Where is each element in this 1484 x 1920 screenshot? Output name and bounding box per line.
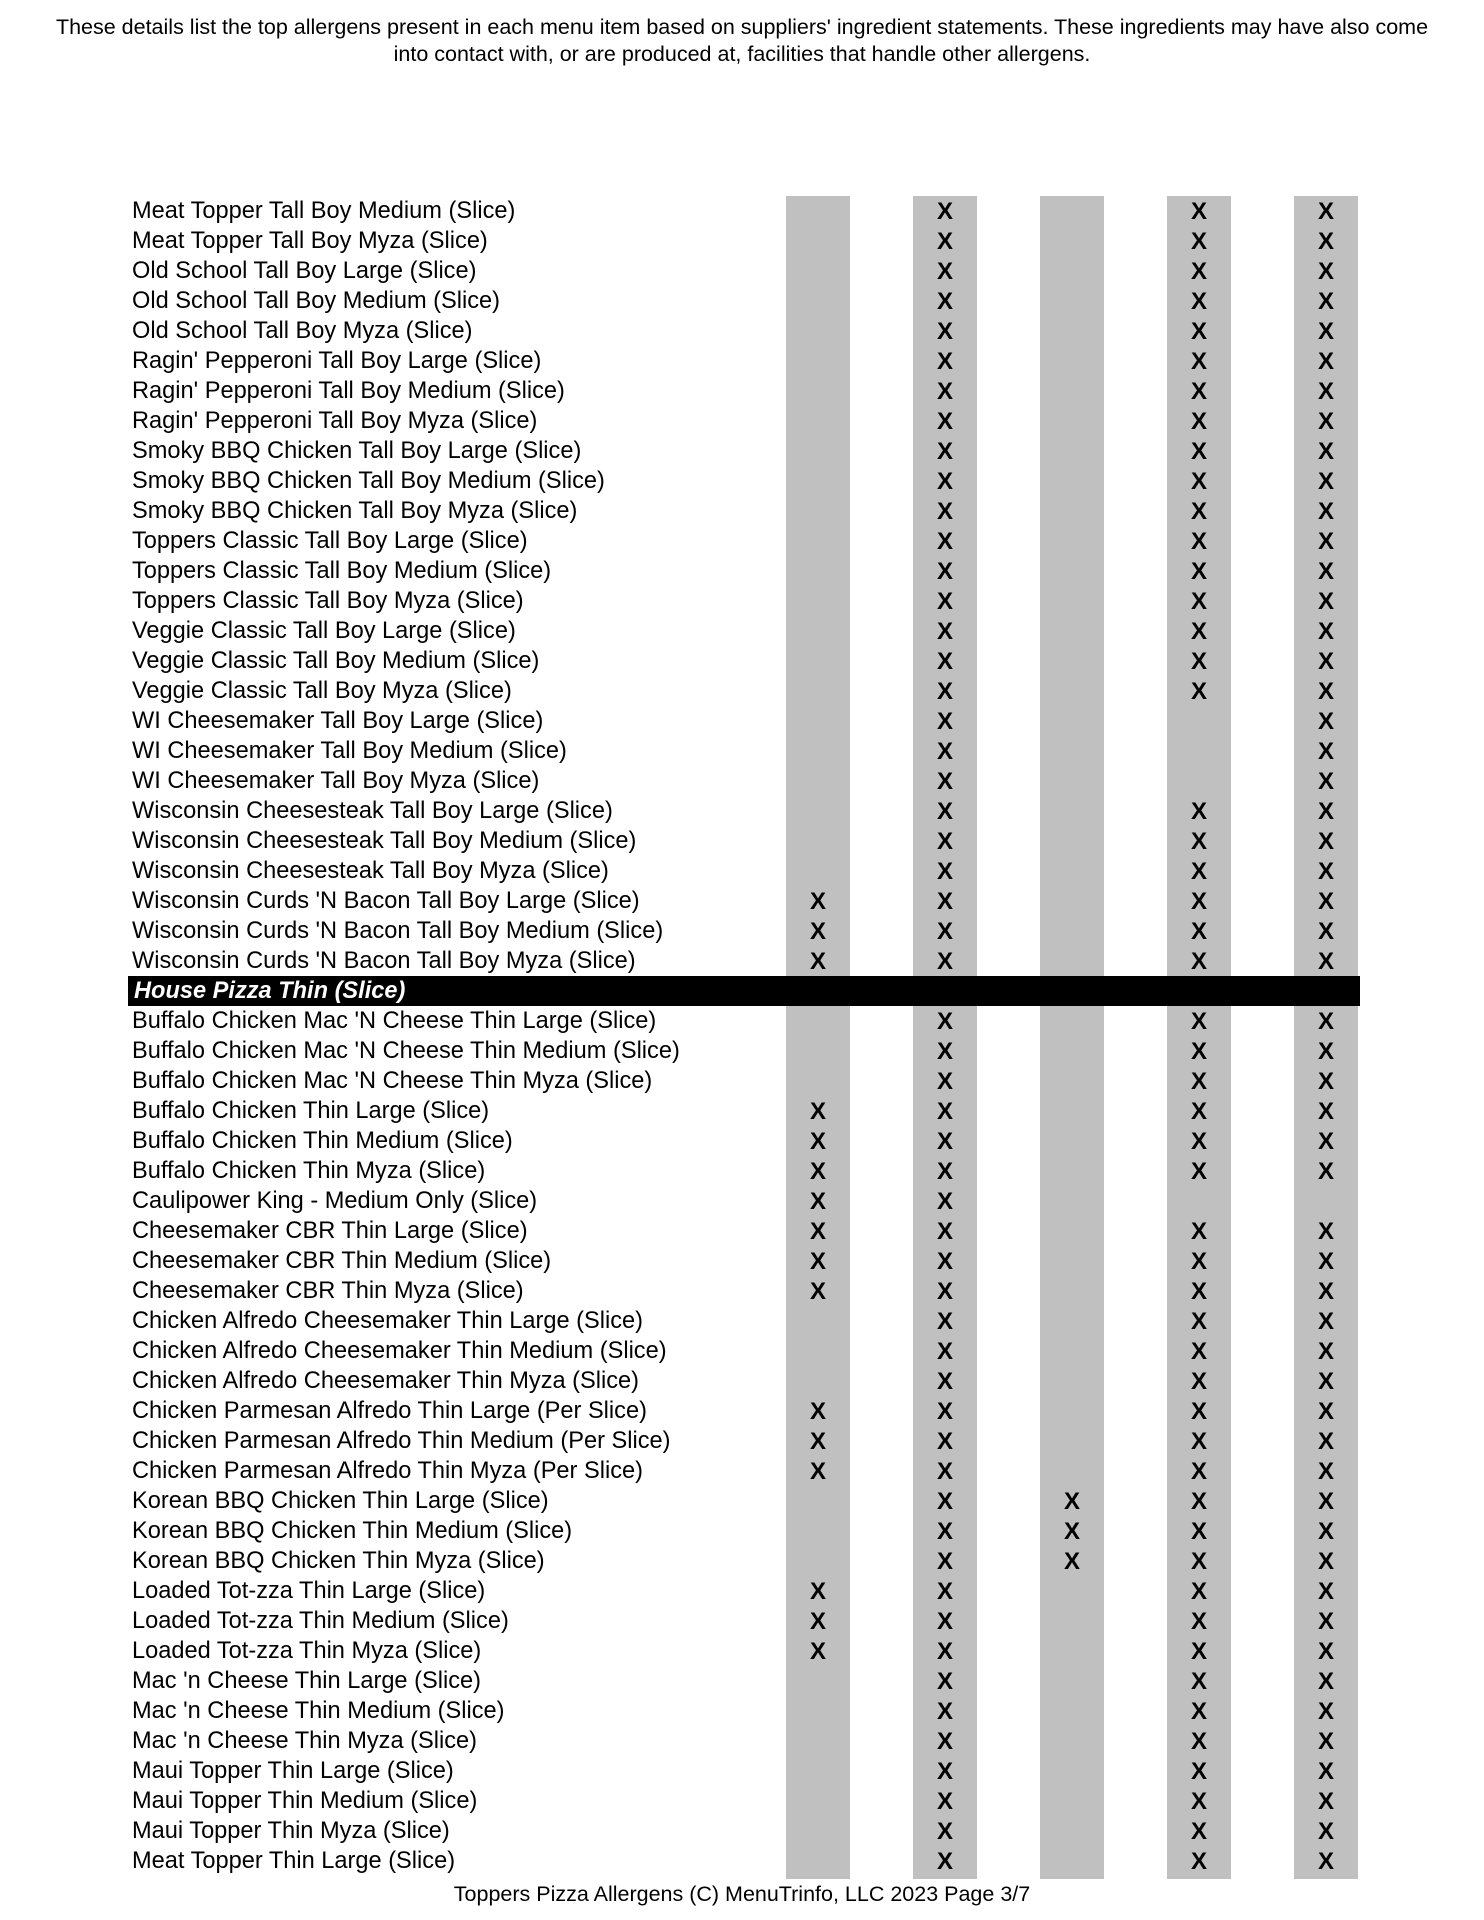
- allergen-mark-col-5: X: [1317, 1338, 1334, 1365]
- allergen-mark-col-2: X: [936, 1188, 953, 1215]
- allergen-mark-col-4: X: [1190, 1068, 1207, 1095]
- allergen-mark-col-4: X: [1190, 1728, 1207, 1755]
- menu-item-row: [128, 496, 1360, 526]
- menu-item-row: [128, 466, 1360, 496]
- allergen-mark-col-2: X: [936, 1068, 953, 1095]
- menu-item-row: [128, 796, 1360, 826]
- allergen-mark-col-4: X: [1190, 1338, 1207, 1365]
- allergen-mark-col-2: X: [936, 438, 953, 465]
- allergen-mark-col-3: X: [1063, 1548, 1080, 1575]
- allergen-mark-col-4: X: [1190, 468, 1207, 495]
- allergen-mark-col-5: X: [1317, 1428, 1334, 1455]
- menu-item-name: Caulipower King - Medium Only (Slice): [132, 1188, 538, 1214]
- allergen-mark-col-2: X: [936, 1128, 953, 1155]
- allergen-mark-col-4: X: [1190, 948, 1207, 975]
- allergen-mark-col-5: X: [1317, 1578, 1334, 1605]
- allergen-mark-col-4: X: [1190, 258, 1207, 285]
- allergen-mark-col-2: X: [936, 1458, 953, 1485]
- menu-item-name: Wisconsin Curds 'N Bacon Tall Boy Medium (Slice): [132, 918, 664, 944]
- menu-item-row: [128, 376, 1360, 406]
- allergen-mark-col-5: X: [1317, 528, 1334, 555]
- allergen-mark-col-5: X: [1317, 1128, 1334, 1155]
- menu-item-name: Veggie Classic Tall Boy Myza (Slice): [132, 678, 512, 704]
- allergen-mark-col-4: X: [1190, 618, 1207, 645]
- menu-item-name: Cheesemaker CBR Thin Myza (Slice): [132, 1278, 524, 1304]
- allergen-mark-col-2: X: [936, 618, 953, 645]
- allergen-mark-col-2: X: [936, 648, 953, 675]
- menu-item-name: Mac 'n Cheese Thin Medium (Slice): [132, 1698, 505, 1724]
- menu-item-row: [128, 766, 1360, 796]
- menu-item-name: Old School Tall Boy Myza (Slice): [132, 318, 473, 344]
- allergen-mark-col-1: X: [809, 1158, 826, 1185]
- allergen-mark-col-5: X: [1317, 798, 1334, 825]
- allergen-mark-col-2: X: [936, 1368, 953, 1395]
- allergen-mark-col-2: X: [936, 1758, 953, 1785]
- allergen-mark-col-5: X: [1317, 648, 1334, 675]
- menu-item-name: Cheesemaker CBR Thin Large (Slice): [132, 1218, 528, 1244]
- menu-item-row: [128, 1216, 1360, 1246]
- allergen-mark-col-5: X: [1317, 258, 1334, 285]
- allergen-mark-col-4: X: [1190, 1128, 1207, 1155]
- menu-item-name: Ragin' Pepperoni Tall Boy Medium (Slice): [132, 378, 565, 404]
- menu-item-name: Toppers Classic Tall Boy Myza (Slice): [132, 588, 524, 614]
- menu-item-name: Chicken Alfredo Cheesemaker Thin Myza (Slice): [132, 1368, 640, 1394]
- menu-item-name: Buffalo Chicken Mac 'N Cheese Thin Myza (Slice): [132, 1068, 653, 1094]
- allergen-mark-col-1: X: [809, 1248, 826, 1275]
- allergen-mark-col-5: X: [1317, 1038, 1334, 1065]
- menu-item-name: Wisconsin Cheesesteak Tall Boy Large (Slice): [132, 798, 613, 824]
- allergen-mark-col-4: X: [1190, 1608, 1207, 1635]
- allergen-mark-col-4: X: [1190, 1158, 1207, 1185]
- menu-item-row: [128, 1516, 1360, 1546]
- allergen-mark-col-5: X: [1317, 1818, 1334, 1845]
- allergen-mark-col-2: X: [936, 1638, 953, 1665]
- allergen-mark-col-4: X: [1190, 1518, 1207, 1545]
- menu-item-name: Loaded Tot-zza Thin Large (Slice): [132, 1578, 486, 1604]
- allergen-mark-col-4: X: [1190, 1788, 1207, 1815]
- menu-item-name: Meat Topper Tall Boy Medium (Slice): [132, 198, 516, 224]
- allergen-mark-col-2: X: [936, 1308, 953, 1335]
- allergen-mark-col-1: X: [809, 1188, 826, 1215]
- menu-item-row: [128, 406, 1360, 436]
- allergen-mark-col-1: X: [809, 1128, 826, 1155]
- menu-item-name: Toppers Classic Tall Boy Medium (Slice): [132, 558, 552, 584]
- allergen-mark-col-2: X: [936, 1728, 953, 1755]
- menu-item-name: Buffalo Chicken Thin Large (Slice): [132, 1098, 490, 1124]
- menu-item-name: Veggie Classic Tall Boy Medium (Slice): [132, 648, 540, 674]
- menu-item-name: Chicken Alfredo Cheesemaker Thin Medium (Slice): [132, 1338, 667, 1364]
- menu-item-row: [128, 1846, 1360, 1876]
- allergen-mark-col-2: X: [936, 1518, 953, 1545]
- allergen-mark-col-5: X: [1317, 1008, 1334, 1035]
- allergen-mark-col-5: X: [1317, 498, 1334, 525]
- menu-item-row: [128, 346, 1360, 376]
- allergen-mark-col-5: X: [1317, 1698, 1334, 1725]
- allergen-mark-col-2: X: [936, 588, 953, 615]
- allergen-mark-col-2: X: [936, 1428, 953, 1455]
- allergen-mark-col-2: X: [936, 1398, 953, 1425]
- allergen-mark-col-4: X: [1190, 798, 1207, 825]
- allergen-mark-col-3: X: [1063, 1518, 1080, 1545]
- allergen-table: [128, 196, 1360, 1876]
- allergen-mark-col-5: X: [1317, 228, 1334, 255]
- allergen-mark-col-2: X: [936, 1848, 953, 1875]
- allergen-mark-col-2: X: [936, 288, 953, 315]
- menu-item-name: Buffalo Chicken Mac 'N Cheese Thin Large (Slice): [132, 1008, 657, 1034]
- allergen-mark-col-2: X: [936, 348, 953, 375]
- menu-item-row: [128, 1636, 1360, 1666]
- allergen-mark-col-5: X: [1317, 1608, 1334, 1635]
- menu-item-name: Chicken Parmesan Alfredo Thin Large (Per Slice): [132, 1398, 647, 1424]
- allergen-mark-col-2: X: [936, 1278, 953, 1305]
- allergen-mark-col-5: X: [1317, 708, 1334, 735]
- menu-item-name: WI Cheesemaker Tall Boy Large (Slice): [132, 708, 544, 734]
- allergen-mark-col-2: X: [936, 1788, 953, 1815]
- allergen-mark-col-5: X: [1317, 348, 1334, 375]
- allergen-mark-col-1: X: [809, 1578, 826, 1605]
- allergen-mark-col-5: X: [1317, 948, 1334, 975]
- menu-item-row: [128, 1336, 1360, 1366]
- allergen-mark-col-2: X: [936, 858, 953, 885]
- menu-item-name: Mac 'n Cheese Thin Large (Slice): [132, 1668, 481, 1694]
- allergen-mark-col-4: X: [1190, 558, 1207, 585]
- allergen-mark-col-4: X: [1190, 198, 1207, 225]
- menu-item-name: Old School Tall Boy Medium (Slice): [132, 288, 501, 314]
- menu-item-row: [128, 196, 1360, 226]
- allergen-mark-col-5: X: [1317, 768, 1334, 795]
- allergen-mark-col-2: X: [936, 258, 953, 285]
- allergen-mark-col-4: X: [1190, 378, 1207, 405]
- allergen-mark-col-1: X: [809, 888, 826, 915]
- menu-item-name: Loaded Tot-zza Thin Medium (Slice): [132, 1608, 509, 1634]
- menu-item-row: [128, 856, 1360, 886]
- allergen-mark-col-2: X: [936, 1248, 953, 1275]
- menu-item-row: [128, 436, 1360, 466]
- menu-item-name: Buffalo Chicken Mac 'N Cheese Thin Medium (Slice): [132, 1038, 680, 1064]
- allergen-mark-col-2: X: [936, 318, 953, 345]
- allergen-mark-col-4: X: [1190, 1548, 1207, 1575]
- allergen-mark-col-4: X: [1190, 1278, 1207, 1305]
- allergen-mark-col-5: X: [1317, 1398, 1334, 1425]
- allergen-mark-col-4: X: [1190, 498, 1207, 525]
- allergen-mark-col-2: X: [936, 408, 953, 435]
- menu-item-row: [128, 586, 1360, 616]
- allergen-mark-col-4: X: [1190, 1248, 1207, 1275]
- menu-item-row: [128, 616, 1360, 646]
- menu-item-row: [128, 1006, 1360, 1036]
- allergen-mark-col-2: X: [936, 948, 953, 975]
- allergen-mark-col-5: X: [1317, 1488, 1334, 1515]
- allergen-mark-col-4: X: [1190, 858, 1207, 885]
- menu-item-row: [128, 226, 1360, 256]
- disclaimer-text: These details list the top allergens present in each menu item based on suppliers' ingredient statements. These ingredients may have also come into contact with, or are produced at, facilities that handle other allergens.: [55, 15, 1429, 66]
- allergen-mark-col-2: X: [936, 1158, 953, 1185]
- allergen-mark-col-5: X: [1317, 408, 1334, 435]
- menu-item-name: Maui Topper Thin Large (Slice): [132, 1758, 454, 1784]
- menu-item-row: [128, 316, 1360, 346]
- allergen-mark-col-2: X: [936, 468, 953, 495]
- menu-item-name: Buffalo Chicken Thin Medium (Slice): [132, 1128, 513, 1154]
- allergen-mark-col-2: X: [936, 768, 953, 795]
- menu-item-name: Buffalo Chicken Thin Myza (Slice): [132, 1158, 486, 1184]
- allergen-mark-col-5: X: [1317, 1368, 1334, 1395]
- menu-item-name: Chicken Alfredo Cheesemaker Thin Large (Slice): [132, 1308, 644, 1334]
- allergen-mark-col-2: X: [936, 1488, 953, 1515]
- menu-item-row: [128, 1426, 1360, 1456]
- allergen-mark-col-2: X: [936, 678, 953, 705]
- allergen-mark-col-4: X: [1190, 1458, 1207, 1485]
- menu-item-name: Ragin' Pepperoni Tall Boy Myza (Slice): [132, 408, 538, 434]
- allergen-mark-col-5: X: [1317, 858, 1334, 885]
- menu-item-name: Wisconsin Curds 'N Bacon Tall Boy Myza (Slice): [132, 948, 636, 974]
- menu-item-row: [128, 1606, 1360, 1636]
- allergen-mark-col-5: X: [1317, 1848, 1334, 1875]
- allergen-mark-col-4: X: [1190, 588, 1207, 615]
- allergen-mark-col-4: X: [1190, 228, 1207, 255]
- menu-item-row: [128, 1786, 1360, 1816]
- menu-item-row: [128, 946, 1360, 976]
- menu-item-name: Smoky BBQ Chicken Tall Boy Large (Slice): [132, 438, 582, 464]
- allergen-mark-col-1: X: [809, 1638, 826, 1665]
- allergen-mark-col-5: X: [1317, 738, 1334, 765]
- allergen-mark-col-4: X: [1190, 1008, 1207, 1035]
- menu-item-name: Korean BBQ Chicken Thin Myza (Slice): [132, 1548, 545, 1574]
- menu-item-row: [128, 526, 1360, 556]
- menu-item-row: [128, 1096, 1360, 1126]
- allergen-mark-col-1: X: [809, 1398, 826, 1425]
- menu-item-row: [128, 826, 1360, 856]
- menu-item-name: Mac 'n Cheese Thin Myza (Slice): [132, 1728, 477, 1754]
- allergen-mark-col-5: X: [1317, 378, 1334, 405]
- menu-item-row: [128, 1186, 1360, 1216]
- menu-item-row: [128, 1666, 1360, 1696]
- menu-item-row: [128, 1366, 1360, 1396]
- allergen-mark-col-5: X: [1317, 1668, 1334, 1695]
- menu-item-name: Wisconsin Cheesesteak Tall Boy Medium (Slice): [132, 828, 637, 854]
- allergen-mark-col-5: X: [1317, 1728, 1334, 1755]
- allergen-mark-col-1: X: [809, 1278, 826, 1305]
- allergen-mark-col-1: X: [809, 1608, 826, 1635]
- allergen-mark-col-5: X: [1317, 618, 1334, 645]
- menu-item-row: [128, 1546, 1360, 1576]
- allergen-mark-col-4: X: [1190, 528, 1207, 555]
- menu-item-row: [128, 286, 1360, 316]
- allergen-mark-col-4: X: [1190, 648, 1207, 675]
- allergen-mark-col-1: X: [809, 948, 826, 975]
- allergen-mark-col-2: X: [936, 738, 953, 765]
- menu-item-row: [128, 1306, 1360, 1336]
- menu-item-row: [128, 556, 1360, 586]
- allergen-mark-col-5: X: [1317, 468, 1334, 495]
- allergen-mark-col-2: X: [936, 1698, 953, 1725]
- allergen-mark-col-4: X: [1190, 1818, 1207, 1845]
- allergen-mark-col-2: X: [936, 1548, 953, 1575]
- menu-item-row: [128, 1726, 1360, 1756]
- menu-item-name: Loaded Tot-zza Thin Myza (Slice): [132, 1638, 482, 1664]
- allergen-mark-col-5: X: [1317, 1158, 1334, 1185]
- allergen-mark-col-2: X: [936, 198, 953, 225]
- allergen-mark-col-4: X: [1190, 288, 1207, 315]
- allergen-mark-col-2: X: [936, 918, 953, 945]
- allergen-mark-col-5: X: [1317, 1548, 1334, 1575]
- menu-item-name: Toppers Classic Tall Boy Large (Slice): [132, 528, 528, 554]
- menu-item-name: Smoky BBQ Chicken Tall Boy Myza (Slice): [132, 498, 578, 524]
- menu-item-row: [128, 1576, 1360, 1606]
- allergen-mark-col-4: X: [1190, 828, 1207, 855]
- menu-item-name: WI Cheesemaker Tall Boy Myza (Slice): [132, 768, 540, 794]
- menu-item-row: [128, 916, 1360, 946]
- allergen-mark-col-1: X: [809, 1098, 826, 1125]
- allergen-mark-col-4: X: [1190, 678, 1207, 705]
- menu-item-name: Korean BBQ Chicken Thin Large (Slice): [132, 1488, 549, 1514]
- allergen-mark-col-2: X: [936, 1668, 953, 1695]
- allergen-mark-col-4: X: [1190, 1638, 1207, 1665]
- allergen-mark-col-5: X: [1317, 558, 1334, 585]
- menu-item-name: Veggie Classic Tall Boy Large (Slice): [132, 618, 516, 644]
- allergen-mark-col-5: X: [1317, 438, 1334, 465]
- allergen-mark-col-2: X: [936, 1008, 953, 1035]
- allergen-mark-col-2: X: [936, 378, 953, 405]
- menu-item-row: [128, 676, 1360, 706]
- allergen-mark-col-1: X: [809, 1218, 826, 1245]
- allergen-mark-col-1: X: [809, 1458, 826, 1485]
- menu-item-row: [128, 1276, 1360, 1306]
- menu-item-row: [128, 706, 1360, 736]
- menu-item-name: Wisconsin Curds 'N Bacon Tall Boy Large (Slice): [132, 888, 640, 914]
- allergen-mark-col-1: X: [809, 918, 826, 945]
- menu-item-name: Old School Tall Boy Large (Slice): [132, 258, 477, 284]
- menu-item-row: [128, 256, 1360, 286]
- allergen-mark-col-4: X: [1190, 1098, 1207, 1125]
- allergen-mark-col-4: X: [1190, 318, 1207, 345]
- allergen-mark-col-4: X: [1190, 918, 1207, 945]
- allergen-mark-col-2: X: [936, 708, 953, 735]
- allergen-mark-col-5: X: [1317, 1098, 1334, 1125]
- allergen-mark-col-1: X: [809, 1428, 826, 1455]
- allergen-mark-col-2: X: [936, 828, 953, 855]
- allergen-mark-col-4: X: [1190, 1698, 1207, 1725]
- menu-item-row: [128, 646, 1360, 676]
- menu-item-row: [128, 1246, 1360, 1276]
- allergen-mark-col-4: X: [1190, 1758, 1207, 1785]
- allergen-mark-col-3: X: [1063, 1488, 1080, 1515]
- allergen-mark-col-4: X: [1190, 1368, 1207, 1395]
- menu-item-row: [128, 1816, 1360, 1846]
- allergen-mark-col-2: X: [936, 1098, 953, 1125]
- allergen-mark-col-5: X: [1317, 1638, 1334, 1665]
- allergen-mark-col-2: X: [936, 498, 953, 525]
- allergen-mark-col-4: X: [1190, 1398, 1207, 1425]
- allergen-mark-col-4: X: [1190, 408, 1207, 435]
- menu-item-name: Meat Topper Thin Large (Slice): [132, 1848, 456, 1874]
- allergen-mark-col-5: X: [1317, 288, 1334, 315]
- allergen-mark-col-2: X: [936, 1038, 953, 1065]
- allergen-mark-col-5: X: [1317, 918, 1334, 945]
- allergen-mark-col-5: X: [1317, 318, 1334, 345]
- allergen-mark-col-5: X: [1317, 1218, 1334, 1245]
- allergen-mark-col-2: X: [936, 228, 953, 255]
- menu-item-row: [128, 1486, 1360, 1516]
- allergen-mark-col-4: X: [1190, 1578, 1207, 1605]
- allergen-mark-col-5: X: [1317, 1278, 1334, 1305]
- menu-item-row: [128, 1156, 1360, 1186]
- allergen-mark-col-2: X: [936, 798, 953, 825]
- menu-item-name: Korean BBQ Chicken Thin Medium (Slice): [132, 1518, 573, 1544]
- menu-item-name: Cheesemaker CBR Thin Medium (Slice): [132, 1248, 552, 1274]
- menu-item-row: [128, 736, 1360, 766]
- allergen-mark-col-5: X: [1317, 1788, 1334, 1815]
- section-header: House Pizza Thin (Slice): [128, 976, 1360, 1006]
- allergen-mark-col-5: X: [1317, 1308, 1334, 1335]
- allergen-mark-col-4: X: [1190, 1668, 1207, 1695]
- menu-item-row: [128, 1696, 1360, 1726]
- allergen-mark-col-2: X: [936, 888, 953, 915]
- allergen-mark-col-5: X: [1317, 888, 1334, 915]
- allergen-mark-col-5: X: [1317, 198, 1334, 225]
- allergen-mark-col-5: X: [1317, 588, 1334, 615]
- menu-item-name: Wisconsin Cheesesteak Tall Boy Myza (Slice): [132, 858, 609, 884]
- allergen-mark-col-4: X: [1190, 348, 1207, 375]
- menu-item-name: Maui Topper Thin Myza (Slice): [132, 1818, 450, 1844]
- menu-item-row: [128, 1036, 1360, 1066]
- menu-item-row: [128, 1066, 1360, 1096]
- allergen-mark-col-4: X: [1190, 1848, 1207, 1875]
- allergen-mark-col-4: X: [1190, 1218, 1207, 1245]
- allergen-mark-col-5: X: [1317, 828, 1334, 855]
- section-header-row: [128, 976, 1360, 1006]
- allergen-mark-col-2: X: [936, 1608, 953, 1635]
- allergen-mark-col-2: X: [936, 1578, 953, 1605]
- allergen-mark-col-5: X: [1317, 1458, 1334, 1485]
- menu-item-name: Maui Topper Thin Medium (Slice): [132, 1788, 478, 1814]
- allergen-mark-col-2: X: [936, 1218, 953, 1245]
- allergen-mark-col-5: X: [1317, 678, 1334, 705]
- menu-item-row: [128, 1396, 1360, 1426]
- menu-item-row: [128, 886, 1360, 916]
- allergen-mark-col-2: X: [936, 558, 953, 585]
- allergen-mark-col-4: X: [1190, 1038, 1207, 1065]
- menu-item-name: Smoky BBQ Chicken Tall Boy Medium (Slice): [132, 468, 605, 494]
- menu-item-row: [128, 1756, 1360, 1786]
- allergen-mark-col-2: X: [936, 1818, 953, 1845]
- menu-item-name: Chicken Parmesan Alfredo Thin Medium (Per Slice): [132, 1428, 671, 1454]
- allergen-mark-col-4: X: [1190, 438, 1207, 465]
- allergen-mark-col-5: X: [1317, 1068, 1334, 1095]
- allergen-mark-col-4: X: [1190, 1428, 1207, 1455]
- allergen-mark-col-5: X: [1317, 1248, 1334, 1275]
- menu-item-name: Meat Topper Tall Boy Myza (Slice): [132, 228, 488, 254]
- allergen-mark-col-5: X: [1317, 1758, 1334, 1785]
- menu-item-row: [128, 1456, 1360, 1486]
- allergen-mark-col-2: X: [936, 1338, 953, 1365]
- menu-item-row: [128, 1126, 1360, 1156]
- menu-item-name: Chicken Parmesan Alfredo Thin Myza (Per Slice): [132, 1458, 643, 1484]
- page-footer: Toppers Pizza Allergens (C) MenuTrinfo, LLC 2023 Page 3/7: [453, 1882, 1031, 1906]
- allergen-mark-col-5: X: [1317, 1518, 1334, 1545]
- allergen-mark-col-4: X: [1190, 888, 1207, 915]
- allergen-mark-col-4: X: [1190, 1308, 1207, 1335]
- menu-item-name: WI Cheesemaker Tall Boy Medium (Slice): [132, 738, 567, 764]
- allergen-mark-col-4: X: [1190, 1488, 1207, 1515]
- menu-item-name: Ragin' Pepperoni Tall Boy Large (Slice): [132, 348, 542, 374]
- allergen-mark-col-2: X: [936, 528, 953, 555]
